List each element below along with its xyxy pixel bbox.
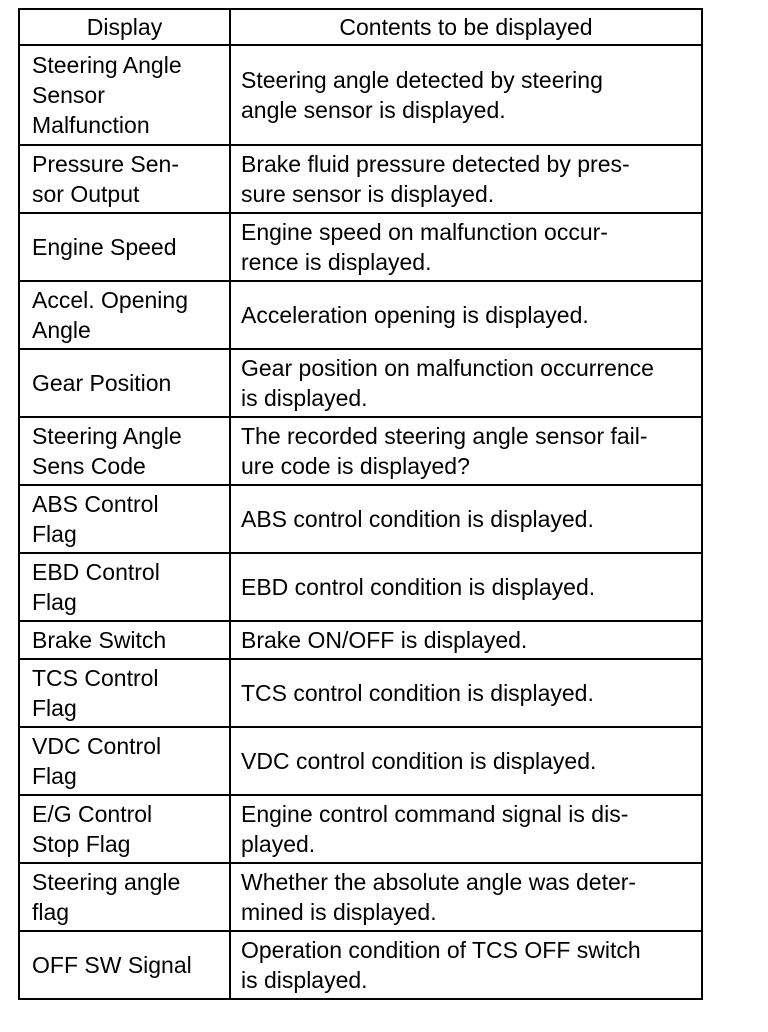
display-cell: VDC Control Flag [19,727,230,795]
display-cell: OFF SW Signal [19,931,230,999]
table-row [19,621,702,659]
contents-cell: Steering angle detected by steering angle sensor is displayed. [230,45,702,145]
table-row [19,485,702,553]
display-contents-table [18,8,703,1000]
header-row [19,9,702,45]
contents-cell: Engine control command signal is dis- played. [230,795,702,863]
contents-cell: Acceleration opening is displayed. [230,281,702,349]
table-row [19,417,702,485]
display-cell: Pressure Sen- sor Output [19,145,230,213]
table-row [19,795,702,863]
contents-cell: The recorded steering angle sensor fail- ure code is displayed? [230,417,702,485]
table-row [19,349,702,417]
table-row [19,931,702,999]
table-row [19,659,702,727]
contents-cell: Gear position on malfunction occurrence is displayed. [230,349,702,417]
table-row [19,213,702,281]
table-row [19,45,702,145]
contents-cell: Brake ON/OFF is displayed. [230,621,702,659]
contents-cell: Engine speed on malfunction occur- rence is displayed. [230,213,702,281]
column-header-contents: Contents to be displayed [230,9,702,45]
display-cell: Brake Switch [19,621,230,659]
display-cell: Engine Speed [19,213,230,281]
display-cell: TCS Control Flag [19,659,230,727]
contents-cell: VDC control condition is displayed. [230,727,702,795]
display-cell: Steering Angle Sens Code [19,417,230,485]
table-header [19,9,702,45]
column-header-display: Display [19,9,230,45]
contents-cell: ABS control condition is displayed. [230,485,702,553]
display-cell: Steering Angle Sensor Malfunction [19,45,230,145]
contents-cell: TCS control condition is displayed. [230,659,702,727]
contents-cell: Brake fluid pressure detected by pres- sure sensor is displayed. [230,145,702,213]
table-row [19,727,702,795]
display-cell: EBD Control Flag [19,553,230,621]
contents-cell: EBD control condition is displayed. [230,553,702,621]
display-cell: ABS Control Flag [19,485,230,553]
contents-cell: Operation condition of TCS OFF switch is displayed. [230,931,702,999]
table-row [19,281,702,349]
display-cell: E/G Control Stop Flag [19,795,230,863]
display-cell: Gear Position [19,349,230,417]
table-row [19,145,702,213]
table-row [19,863,702,931]
contents-cell: Whether the absolute angle was deter- mined is displayed. [230,863,702,931]
display-cell: Accel. Opening Angle [19,281,230,349]
display-cell: Steering angle flag [19,863,230,931]
table-row [19,553,702,621]
